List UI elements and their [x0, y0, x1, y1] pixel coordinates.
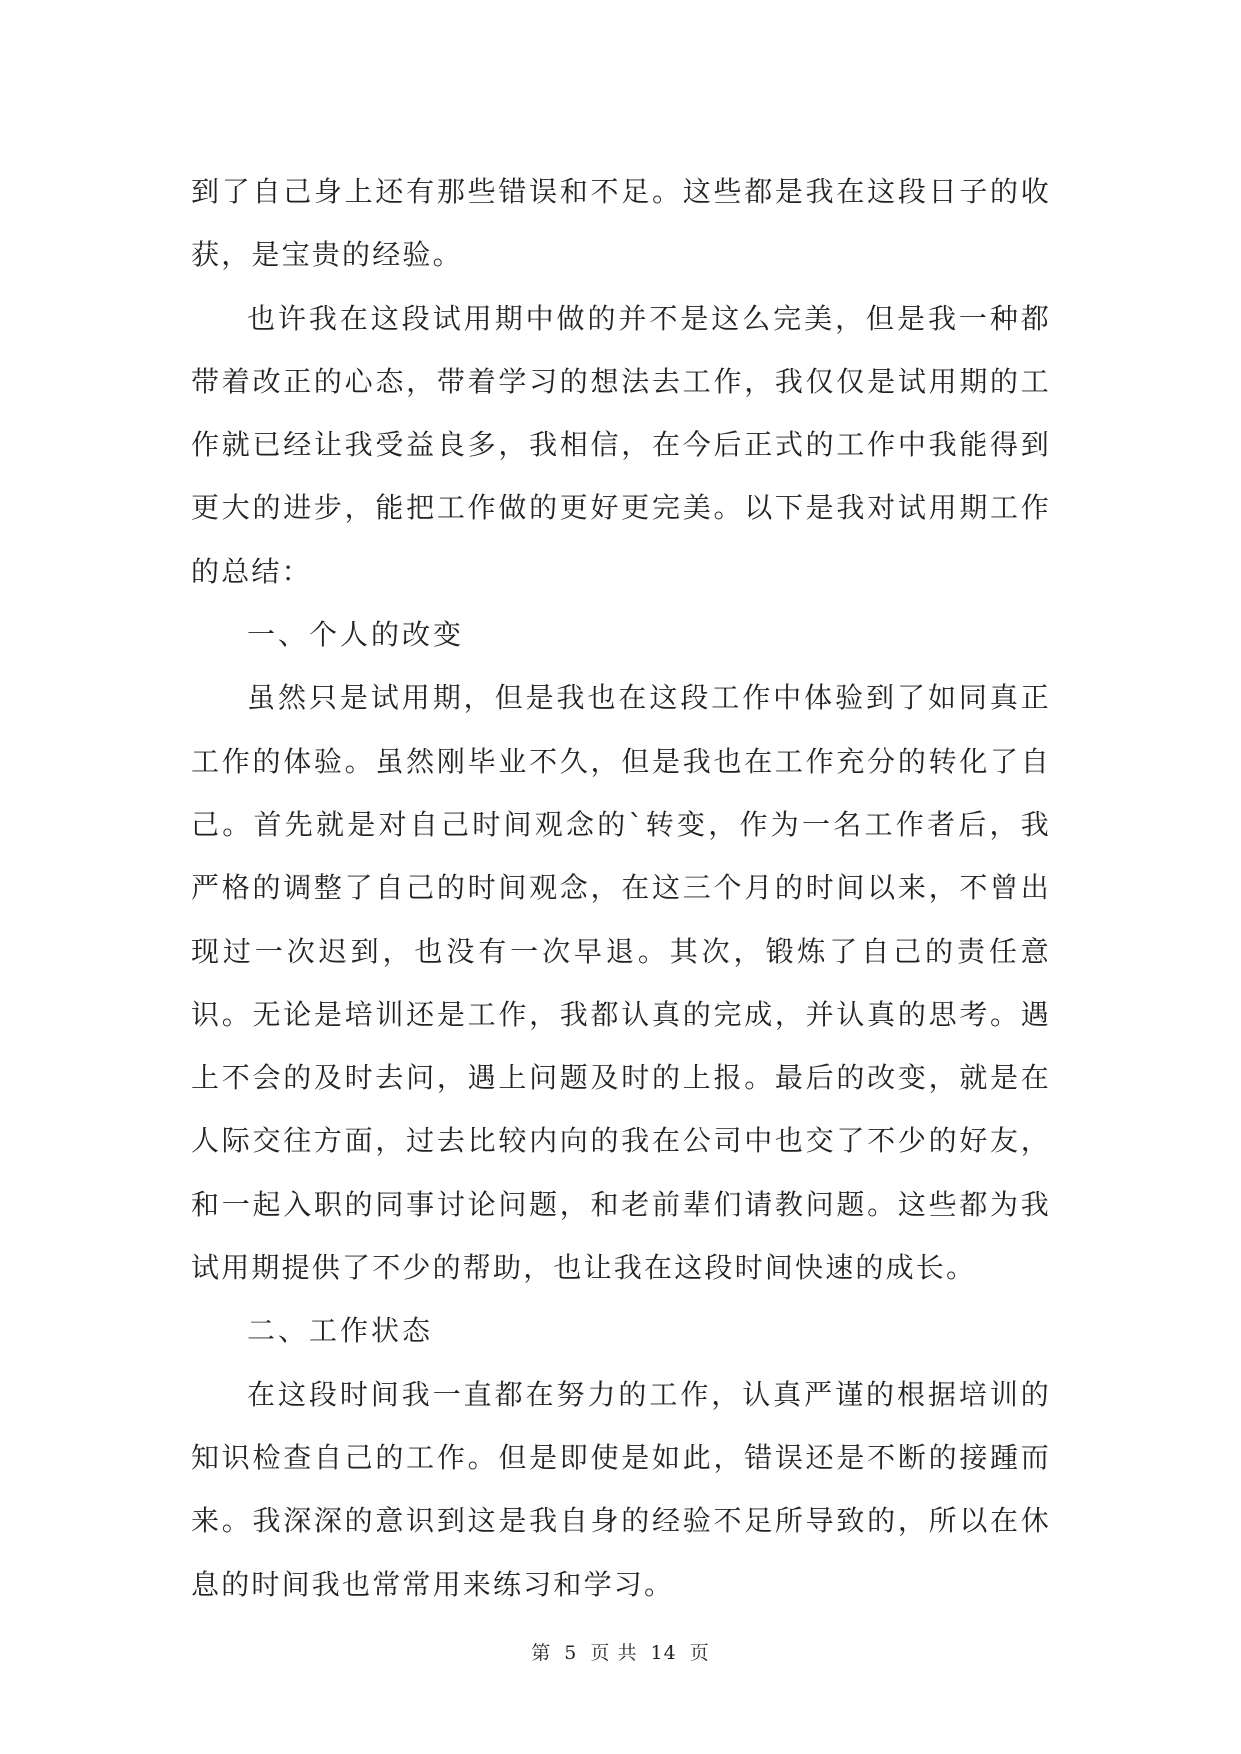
footer-total-pages: 14 — [650, 1642, 677, 1664]
paragraph-continuation: 到了自己身上还有那些错误和不足。这些都是我在这段日子的收获，是宝贵的经验。 — [191, 175, 1051, 272]
footer-suffix: 页 — [689, 1642, 710, 1664]
paragraph-intro: 也许我在这段试用期中做的并不是这么完美，但是我一种都带着改正的心态，带着学习的想法去工作，我仅仅是试用期的工作就已经让我受益良多，我相信，在今后正式的工作中我能得到更大的进步，能把工作做的更好更完美。以下是我对试用期工作的总结： — [191, 301, 1051, 588]
page-footer — [0, 1638, 1241, 1665]
footer-current-page: 5 — [564, 1642, 578, 1664]
paragraph-work-status: 在这段时间我一直都在努力的工作，认真严谨的根据培训的知识检查自己的工作。但是即使是如此，错误还是不断的接踵而来。我深深的意识到这是我自身的经验不足所导致的，所以在休息的时间我也常常用来练习和学习。 — [191, 1377, 1051, 1601]
paragraph-personal-change: 虽然只是试用期，但是我也在这段工作中体验到了如同真正工作的体验。虽然刚毕业不久，但是我也在工作充分的转化了自己。首先就是对自己时间观念的`转变，作为一名工作者后，我严格的调整了自己的时间观念，在这三个月的时间以来，不曾出现过一次迟到，也没有一次早退。其次，锻炼了自己的责任意识。无论是培训还是工作，我都认真的完成，并认真的思考。遇上不会的及时去问，遇上问题及时的上报。最后的改变，就是在人际交往方面，过去比较内向的我在公司中也交了不少的好友，和一起入职的同事讨论问题，和老前辈们请教问题。这些都为我试用期提供了不少的帮助，也让我在这段时间快速的成长。 — [191, 681, 1051, 1285]
section-heading-2: 二、工作状态 — [247, 1314, 434, 1348]
section-heading-1: 一、个人的改变 — [247, 618, 465, 652]
footer-middle: 页 共 — [590, 1642, 638, 1664]
body-text — [191, 160, 1051, 1616]
footer-prefix: 第 — [531, 1642, 552, 1664]
